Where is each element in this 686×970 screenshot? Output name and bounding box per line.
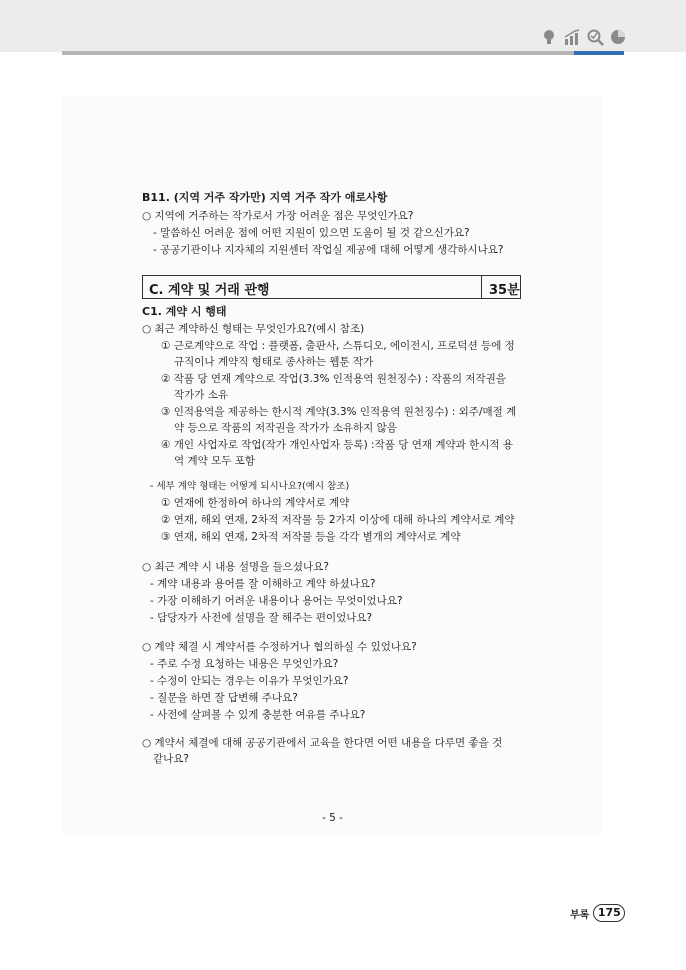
- c1-sub-option: ② 연재, 해외 연재, 2차적 저작물 등 2가지 이상에 대해 하나의 계약서로 계약: [161, 514, 515, 526]
- section-title-box: [142, 275, 521, 299]
- c1-sub-option: ③ 연재, 해외 연재, 2차적 저작물 등을 각각 별개의 계약서로 계약: [161, 531, 461, 543]
- education-question-cont: 같나요?: [153, 753, 190, 765]
- c1-option-cont: 규직이나 계약직 형태로 종사하는 웹툰 작가: [174, 356, 374, 368]
- page-sheet: [62, 95, 602, 835]
- footer-label: 부록: [570, 909, 590, 921]
- footer-page-badge: 175: [593, 904, 625, 922]
- modify-question: ○ 계약 체결 시 계약서를 수정하거나 협의하실 수 있었나요?: [142, 641, 417, 653]
- footer: [570, 904, 625, 922]
- lightbulb-icon: [540, 28, 558, 46]
- b11-heading: B11. (지역 거주 작가만) 지역 거주 작가 애로사항: [142, 191, 388, 204]
- c1-option-cont: 약 등으로 작품의 저작권을 작가가 소유하지 않음: [174, 422, 397, 434]
- c1-heading: C1. 계약 시 행태: [142, 305, 227, 318]
- modify-subquestion: - 주로 수정 요청하는 내용은 무엇인가요?: [150, 658, 339, 670]
- c1-sub-option: ① 연재에 한정하여 하나의 계약서로 계약: [161, 497, 350, 509]
- page-number: - 5 -: [322, 812, 343, 824]
- magnifier-check-icon: [586, 28, 604, 46]
- modify-subquestion: - 수정이 안되는 경우는 이유가 무엇인가요?: [150, 675, 349, 687]
- c1-question: ○ 최근 계약하신 형태는 무엇인가요?(예시 참조): [142, 323, 365, 335]
- education-question: ○ 계약서 체결에 대해 공공기관에서 교육을 한다면 어떤 내용을 다루면 좋을 것: [142, 737, 503, 749]
- c1-option: ② 작품 당 연재 계약으로 작업(3.3% 인적용역 원천징수) : 작품의 저작권을: [161, 373, 506, 385]
- pie-chart-icon: [609, 28, 627, 46]
- section-title: C. 계약 및 거래 관행: [149, 283, 270, 298]
- explain-subquestion: - 계약 내용과 용어를 잘 이해하고 계약 하셨나요?: [150, 578, 376, 590]
- modify-subquestion: - 질문을 하면 잘 답변해 주나요?: [150, 692, 298, 704]
- c1-option: ① 근로계약으로 작업 : 플랫폼, 출판사, 스튜디오, 에이전시, 프로덕션 등에 정: [161, 340, 515, 352]
- explain-subquestion: - 담당자가 사전에 설명을 잘 해주는 편이었나요?: [150, 612, 373, 624]
- c1-subquestion: - 세부 계약 형태는 어떻게 되시나요?(예시 참조): [150, 481, 350, 492]
- c1-option-cont: 역 계약 모두 포함: [174, 455, 256, 467]
- modify-subquestion: - 사전에 살펴볼 수 있게 충분한 여유를 주나요?: [150, 709, 366, 721]
- b11-subquestion: - 말씀하신 어려운 점에 어떤 지원이 있으면 도움이 될 것 같으신가요?: [153, 227, 470, 239]
- section-duration: 35분: [489, 283, 520, 298]
- b11-question: ○ 지역에 거주하는 작가로서 가장 어려운 점은 무엇인가요?: [142, 210, 414, 222]
- header-rule-accent: [574, 51, 624, 55]
- header-rule: [62, 51, 574, 55]
- title-divider: [481, 276, 482, 298]
- header-icons: [540, 26, 627, 48]
- c1-option-cont: 작가가 소유: [174, 389, 229, 401]
- c1-option: ④ 개인 사업자로 작업(작가 개인사업자 등록) :작품 당 연재 계약과 한시적 용: [161, 439, 514, 451]
- c1-option: ③ 인적용역을 제공하는 한시적 계약(3.3% 인적용역 원천징수) : 외주/매절 계: [161, 406, 517, 418]
- explain-subquestion: - 가장 이해하기 어려운 내용이나 용어는 무엇이었나요?: [150, 595, 403, 607]
- explain-question: ○ 최근 계약 시 내용 설명을 들으셨나요?: [142, 561, 329, 573]
- b11-subquestion: - 공공기관이나 지자체의 지원센터 작업실 제공에 대해 어떻게 생각하시나요?: [153, 244, 504, 256]
- bar-chart-icon: [563, 28, 581, 46]
